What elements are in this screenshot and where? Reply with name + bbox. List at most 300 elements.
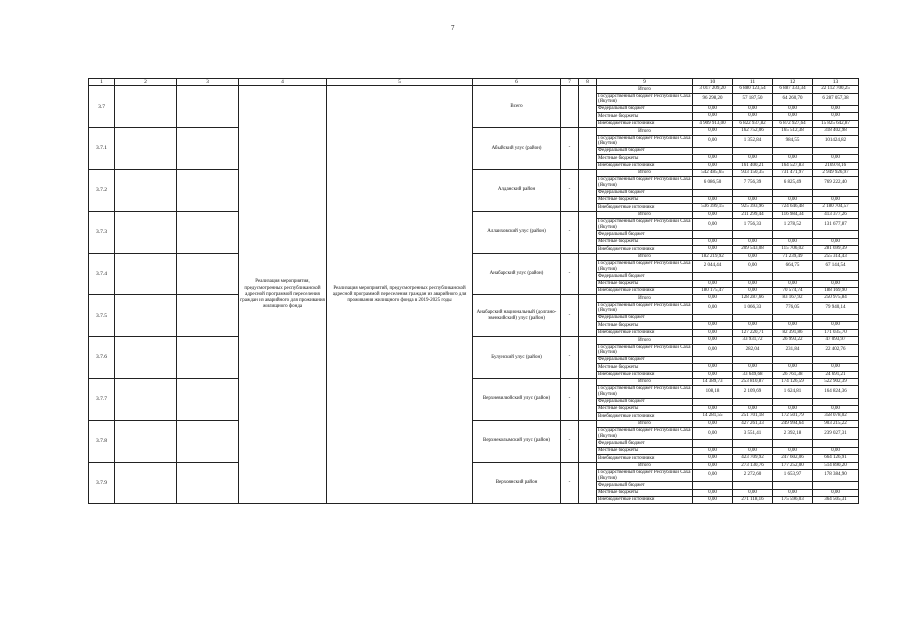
value-cell: 178 384,90: [813, 470, 859, 482]
funding-source: Государственный бюджет Республики Саха (Якутия): [597, 344, 693, 356]
value-cell: 0,00: [693, 371, 733, 378]
value-cell: [693, 231, 733, 238]
value-cell: 1 278,52: [773, 219, 813, 231]
empty-cell: [115, 462, 177, 504]
district-name: Верхоянский район: [473, 462, 561, 504]
funding-source: Итого: [597, 379, 693, 386]
column-header: 6: [473, 79, 561, 86]
value-cell: 2 044,44: [693, 261, 733, 273]
value-cell: 0,00: [813, 322, 859, 329]
funding-source: Местные бюджеты: [597, 364, 693, 371]
value-cell: 0,00: [813, 106, 859, 113]
district-name: Верхневилюйский улус (район): [473, 379, 561, 421]
value-cell: 0,00: [693, 405, 733, 412]
column-header: 8: [579, 79, 597, 86]
value-cell: 0,00: [773, 405, 813, 412]
value-cell: 116 984,34: [773, 211, 813, 218]
funding-source: Федеральный бюджет: [597, 231, 693, 238]
value-cell: 0,00: [693, 128, 733, 135]
value-cell: 514 890,20: [813, 462, 859, 469]
funding-source: Внебюджетные источники: [597, 413, 693, 420]
value-cell: 165 512,38: [773, 128, 813, 135]
value-cell: 67 144,54: [813, 261, 859, 273]
row-index: 3.7: [89, 86, 115, 128]
value-cell: [773, 440, 813, 447]
column-header: 12: [773, 79, 813, 86]
value-cell: 127 220,71: [733, 329, 773, 336]
value-cell: 70 574,74: [773, 288, 813, 295]
dash-cell: -: [561, 462, 579, 504]
value-cell: 903 215,22: [813, 420, 859, 427]
column-header: 10: [693, 79, 733, 86]
district-name: Анабарский национальный (долгано-эвенкийский) улус (район): [473, 295, 561, 337]
funding-source: Государственный бюджет Республики Саха (Якутия): [597, 177, 693, 189]
value-cell: 0,00: [733, 155, 773, 162]
table-row: [89, 211, 859, 218]
empty-cell: [177, 128, 239, 170]
value-cell: 0,00: [693, 496, 733, 503]
value-cell: 231,84: [773, 344, 813, 356]
dash-cell: -: [561, 170, 579, 212]
value-cell: 1 352,84: [733, 135, 773, 147]
funding-source: Внебюджетные источники: [597, 496, 693, 503]
row-index: 3.7.6: [89, 337, 115, 379]
funding-source: Внебюджетные источники: [597, 455, 693, 462]
value-cell: [773, 315, 813, 322]
value-cell: 0,00: [693, 420, 733, 427]
column-header: 7: [561, 79, 579, 86]
value-cell: 6 822 937,82: [733, 120, 773, 127]
value-cell: 0,00: [693, 135, 733, 147]
value-cell: [773, 356, 813, 363]
dash-cell: -: [561, 128, 579, 170]
value-cell: 0,00: [693, 155, 733, 162]
funding-source: Внебюджетные источники: [597, 120, 693, 127]
funding-source: Государственный бюджет Республики Саха (Якутия): [597, 135, 693, 147]
empty-cell: [579, 379, 597, 421]
program-cell: Реализация мероприятий, предусмотренных республиканской адресной программой переселения граждан из аварийного для проживания жилищного фонда в 2019-2025 годы: [327, 86, 473, 504]
funding-source: Местные бюджеты: [597, 405, 693, 412]
district-name: Булунский улус (район): [473, 337, 561, 379]
table-row: [89, 86, 859, 93]
value-cell: 0,00: [733, 113, 773, 120]
value-cell: 128 287,66: [733, 295, 773, 302]
value-cell: 281 699,39: [813, 246, 859, 253]
value-cell: 273 130,76: [733, 462, 773, 469]
value-cell: 0,00: [733, 364, 773, 371]
value-cell: 0,00: [733, 447, 773, 454]
funding-source: Внебюджетные источники: [597, 329, 693, 336]
row-index: 3.7.2: [89, 170, 115, 212]
value-cell: 318 402,98: [813, 128, 859, 135]
empty-cell: [177, 86, 239, 128]
dash-cell: -: [561, 295, 579, 337]
value-cell: 776,05: [773, 302, 813, 314]
value-cell: [693, 440, 733, 447]
dash-cell: -: [561, 253, 579, 295]
funding-source: Итого: [597, 128, 693, 135]
value-cell: 0,00: [813, 113, 859, 120]
value-cell: [813, 231, 859, 238]
column-header: 2: [115, 79, 177, 86]
funding-source: Итого: [597, 211, 693, 218]
funding-source: Местные бюджеты: [597, 238, 693, 245]
value-cell: 14 389,73: [693, 379, 733, 386]
value-cell: 0,00: [693, 106, 733, 113]
value-cell: 282,04: [733, 344, 773, 356]
value-cell: [693, 356, 733, 363]
empty-cell: [177, 462, 239, 504]
value-cell: 6 086,50: [693, 177, 733, 189]
value-cell: 925 393,96: [733, 204, 773, 211]
value-cell: 6 880 123,54: [733, 86, 773, 93]
value-cell: 0,00: [813, 364, 859, 371]
value-cell: 24 691,21: [813, 371, 859, 378]
value-cell: 0,00: [733, 106, 773, 113]
row-index: 3.7.1: [89, 128, 115, 170]
value-cell: 22 402,76: [813, 344, 859, 356]
value-cell: 3 017 209,20: [693, 86, 733, 93]
value-cell: 1 624,81: [773, 386, 813, 398]
value-cell: 0,00: [773, 489, 813, 496]
value-cell: [693, 273, 733, 280]
district-name: Верхнеколымский улус (район): [473, 420, 561, 462]
value-cell: 1 756,33: [733, 219, 773, 231]
dash-cell: -: [561, 337, 579, 379]
district-name: Алданский район: [473, 170, 561, 212]
value-cell: [813, 189, 859, 196]
funding-source: Федеральный бюджет: [597, 315, 693, 322]
value-cell: 0,00: [693, 295, 733, 302]
funding-source: Федеральный бюджет: [597, 106, 693, 113]
funding-source: Итого: [597, 86, 693, 93]
row-index: 3.7.8: [89, 420, 115, 462]
value-cell: 0,00: [693, 428, 733, 440]
value-cell: 131 677,87: [813, 219, 859, 231]
value-cell: 0,00: [773, 238, 813, 245]
value-cell: 358 078,02: [813, 413, 859, 420]
empty-cell: [579, 295, 597, 337]
value-cell: 255 314,43: [813, 253, 859, 260]
value-cell: 0,00: [733, 261, 773, 273]
value-cell: 2 272,60: [733, 470, 773, 482]
column-header: 4: [239, 79, 327, 86]
value-cell: 0,00: [773, 364, 813, 371]
value-cell: 162 752,06: [733, 128, 773, 135]
value-cell: 14 281,55: [693, 413, 733, 420]
value-cell: 0,00: [693, 470, 733, 482]
empty-cell: [177, 295, 239, 337]
value-cell: [693, 189, 733, 196]
empty-cell: [579, 128, 597, 170]
empty-cell: [579, 253, 597, 295]
value-cell: 1 066,33: [733, 302, 773, 314]
value-cell: 188 169,90: [813, 288, 859, 295]
value-cell: 164 527,83: [773, 162, 813, 169]
value-cell: [773, 189, 813, 196]
value-cell: 0,00: [813, 155, 859, 162]
table-row: [89, 379, 859, 386]
dash-cell: [561, 86, 579, 128]
value-cell: 211 299,44: [733, 211, 773, 218]
funding-source: Федеральный бюджет: [597, 147, 693, 154]
value-cell: 175 596,03: [773, 496, 813, 503]
value-cell: [693, 147, 733, 154]
value-cell: [773, 398, 813, 405]
value-cell: 0,00: [813, 447, 859, 454]
value-cell: [733, 273, 773, 280]
value-cell: 0,00: [693, 462, 733, 469]
funding-source: Местные бюджеты: [597, 280, 693, 287]
funding-source: Федеральный бюджет: [597, 440, 693, 447]
value-cell: 0,00: [773, 280, 813, 287]
funding-source: Итого: [597, 462, 693, 469]
value-cell: 769 222,40: [813, 177, 859, 189]
value-cell: 0,00: [773, 322, 813, 329]
value-cell: [813, 147, 859, 154]
funding-source: Внебюджетные источники: [597, 288, 693, 295]
value-cell: [813, 315, 859, 322]
value-cell: 57 187,50: [733, 93, 773, 105]
value-cell: 724 646,48: [773, 204, 813, 211]
row-index: 3.7.4: [89, 253, 115, 295]
value-cell: 82 391,86: [773, 329, 813, 336]
value-cell: 26 761,38: [773, 371, 813, 378]
value-cell: 15 825 642,87: [813, 120, 859, 127]
value-cell: 108,18: [693, 386, 733, 398]
empty-cell: [177, 337, 239, 379]
funding-source: Государственный бюджет Республики Саха (Якутия): [597, 302, 693, 314]
value-cell: 0,00: [693, 219, 733, 231]
district-name: Абыйский улус (район): [473, 128, 561, 170]
value-cell: 0,00: [773, 106, 813, 113]
value-cell: 0,00: [733, 238, 773, 245]
empty-cell: [177, 211, 239, 253]
value-cell: 0,00: [693, 344, 733, 356]
table-row: [89, 337, 859, 344]
funding-source: Итого: [597, 253, 693, 260]
value-cell: 0,00: [733, 280, 773, 287]
funding-source: Государственный бюджет Республики Саха (Якутия): [597, 93, 693, 105]
district-name: Анабарский улус (район): [473, 253, 561, 295]
value-cell: 6 872 927,64: [773, 120, 813, 127]
budget-table: [88, 78, 859, 504]
value-cell: 6 825,49: [773, 177, 813, 189]
header-row: [89, 79, 859, 86]
value-cell: 731 471,97: [773, 170, 813, 177]
value-cell: 101424,82: [813, 135, 859, 147]
funding-source: Местные бюджеты: [597, 155, 693, 162]
value-cell: 6 887 333,34: [773, 86, 813, 93]
value-cell: 182 219,92: [693, 253, 733, 260]
row-index: 3.7.3: [89, 211, 115, 253]
value-cell: [813, 398, 859, 405]
column-header: 1: [89, 79, 115, 86]
value-cell: 271 118,16: [733, 496, 773, 503]
value-cell: [733, 356, 773, 363]
funding-source: Внебюджетные источники: [597, 204, 693, 211]
empty-cell: [115, 337, 177, 379]
value-cell: 536 399,15: [693, 204, 733, 211]
table-row: [89, 420, 859, 427]
funding-source: Итого: [597, 170, 693, 177]
value-cell: 0,00: [693, 280, 733, 287]
value-cell: 251 701,18: [733, 413, 773, 420]
value-cell: 250 975,84: [813, 295, 859, 302]
funding-source: Федеральный бюджет: [597, 189, 693, 196]
column-header: 9: [597, 79, 693, 86]
value-cell: 522 902,39: [813, 379, 859, 386]
value-cell: 115 706,02: [773, 246, 813, 253]
value-cell: [693, 398, 733, 405]
district-name: Всего: [473, 86, 561, 128]
value-cell: 96 298,20: [693, 93, 733, 105]
value-cell: [733, 440, 773, 447]
funding-source: Внебюджетные источники: [597, 246, 693, 253]
value-cell: 253 810,87: [733, 379, 773, 386]
empty-cell: [579, 86, 597, 128]
funding-source: Внебюджетные источники: [597, 162, 693, 169]
value-cell: 164 824,36: [813, 386, 859, 398]
funding-source: Федеральный бюджет: [597, 273, 693, 280]
value-cell: [813, 440, 859, 447]
value-cell: 1 653,97: [773, 470, 813, 482]
value-cell: 984,55: [773, 135, 813, 147]
value-cell: 0,00: [733, 489, 773, 496]
value-cell: 0,00: [693, 329, 733, 336]
value-cell: 2 392,18: [773, 428, 813, 440]
value-cell: 0,00: [733, 288, 773, 295]
value-cell: 0,00: [813, 280, 859, 287]
value-cell: 0,00: [693, 337, 733, 344]
value-cell: 177 252,00: [773, 462, 813, 469]
value-cell: 180 175,47: [693, 288, 733, 295]
value-cell: 83 167,92: [773, 295, 813, 302]
value-cell: 47 093,97: [813, 337, 859, 344]
value-cell: 0,00: [733, 322, 773, 329]
value-cell: 249 994,64: [773, 420, 813, 427]
empty-cell: [115, 379, 177, 421]
empty-cell: [579, 462, 597, 504]
value-cell: 0,00: [813, 197, 859, 204]
column-header: 11: [733, 79, 773, 86]
table-row: [89, 128, 859, 135]
value-cell: [813, 356, 859, 363]
value-cell: 247 602,06: [773, 455, 813, 462]
funding-source: Местные бюджеты: [597, 197, 693, 204]
value-cell: [733, 315, 773, 322]
funding-source: Государственный бюджет Республики Саха (Якутия): [597, 470, 693, 482]
value-cell: 0,00: [773, 197, 813, 204]
empty-cell: [115, 170, 177, 212]
value-cell: [733, 231, 773, 238]
value-cell: 0,00: [693, 302, 733, 314]
value-cell: 7 756,39: [733, 177, 773, 189]
funding-source: Итого: [597, 337, 693, 344]
value-cell: 0,00: [693, 489, 733, 496]
value-cell: 171 035,70: [813, 329, 859, 336]
value-cell: 0,00: [693, 211, 733, 218]
row-index: 3.7.9: [89, 462, 115, 504]
empty-cell: [579, 337, 597, 379]
empty-cell: [579, 420, 597, 462]
value-cell: 33 931,72: [733, 337, 773, 344]
value-cell: 0,00: [813, 405, 859, 412]
empty-cell: [115, 420, 177, 462]
value-cell: 0,00: [733, 197, 773, 204]
value-cell: 413 377,26: [813, 211, 859, 218]
value-cell: 64 260,70: [773, 93, 813, 105]
empty-cell: [579, 170, 597, 212]
funding-source: Государственный бюджет Республики Саха (Якутия): [597, 386, 693, 398]
funding-source: Итого: [597, 295, 693, 302]
value-cell: 0,00: [693, 447, 733, 454]
value-cell: [813, 482, 859, 489]
dash-cell: -: [561, 420, 579, 462]
value-cell: 664 126,91: [813, 455, 859, 462]
funding-source: Федеральный бюджет: [597, 398, 693, 405]
value-cell: 2 949 926,97: [813, 170, 859, 177]
value-cell: 0,00: [693, 113, 733, 120]
value-cell: 71 239,49: [773, 253, 813, 260]
dash-cell: -: [561, 379, 579, 421]
value-cell: 0,00: [813, 238, 859, 245]
table-row: [89, 295, 859, 302]
value-cell: [773, 147, 813, 154]
value-cell: 0,00: [693, 246, 733, 253]
value-cell: 161 400,21: [733, 162, 773, 169]
value-cell: 933 150,35: [733, 170, 773, 177]
measure-cell: Реализация мероприятия, предусмотренных республиканской адресной программой переселения граждан из аварийного для проживания жилищного фонда: [239, 86, 327, 504]
funding-source: Внебюджетные источники: [597, 371, 693, 378]
table-row: [89, 170, 859, 177]
value-cell: 423 709,92: [733, 455, 773, 462]
value-cell: 174 126,59: [773, 379, 813, 386]
value-cell: 26 993,22: [773, 337, 813, 344]
value-cell: 2 109,69: [733, 386, 773, 398]
value-cell: 216978,16: [813, 162, 859, 169]
table-row: [89, 253, 859, 260]
empty-cell: [115, 86, 177, 128]
empty-cell: [115, 295, 177, 337]
value-cell: 0,00: [733, 405, 773, 412]
empty-cell: [177, 420, 239, 462]
funding-source: Государственный бюджет Республики Саха (Якутия): [597, 428, 693, 440]
value-cell: 79 940,14: [813, 302, 859, 314]
value-cell: [733, 482, 773, 489]
empty-cell: [115, 253, 177, 295]
value-cell: [773, 231, 813, 238]
funding-source: Федеральный бюджет: [597, 482, 693, 489]
column-header: 3: [177, 79, 239, 86]
funding-source: Местные бюджеты: [597, 489, 693, 496]
empty-cell: [177, 379, 239, 421]
dash-cell: -: [561, 211, 579, 253]
value-cell: 0,00: [693, 197, 733, 204]
empty-cell: [115, 128, 177, 170]
value-cell: 364 505,31: [813, 496, 859, 503]
page-number: 7: [451, 24, 455, 32]
value-cell: [693, 482, 733, 489]
value-cell: 33 649,68: [733, 371, 773, 378]
funding-source: Местные бюджеты: [597, 113, 693, 120]
empty-cell: [177, 170, 239, 212]
value-cell: 0,00: [693, 455, 733, 462]
empty-cell: [115, 211, 177, 253]
funding-source: Местные бюджеты: [597, 322, 693, 329]
value-cell: 3 551,41: [733, 428, 773, 440]
funding-source: Итого: [597, 420, 693, 427]
